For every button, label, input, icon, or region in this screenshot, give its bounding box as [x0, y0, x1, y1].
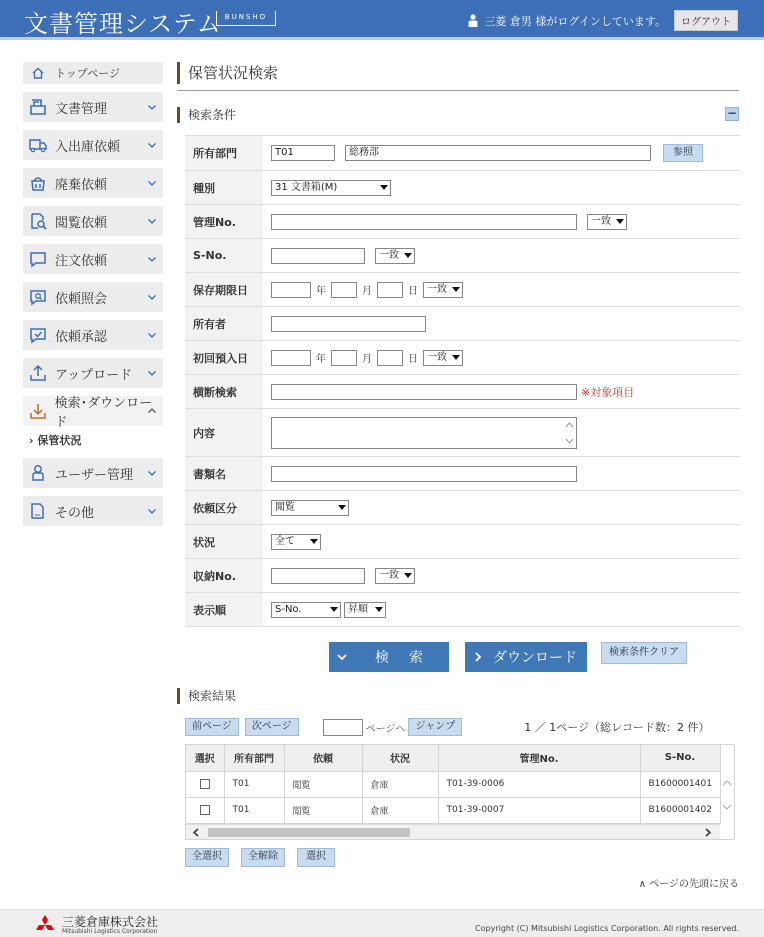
row-content — [185, 409, 740, 457]
table-row — [186, 797, 720, 823]
month-unit: 月 — [362, 354, 372, 365]
main-content — [177, 62, 739, 867]
select-cell — [186, 797, 224, 823]
sort-order-select[interactable] — [344, 602, 386, 618]
chevron-down-icon — [147, 178, 157, 188]
storage-no-match-select[interactable] — [375, 568, 415, 584]
kind-value: 31 文書箱(M) — [275, 181, 338, 193]
chevron-down-icon — [147, 330, 157, 340]
sidebar-item-document[interactable] — [23, 92, 163, 122]
search-button[interactable] — [329, 642, 449, 672]
year-unit: 年 — [316, 286, 326, 297]
status-select[interactable] — [271, 534, 321, 550]
inquiry-chat-icon — [27, 286, 49, 308]
three-diamonds-logo-icon — [34, 915, 56, 935]
s-no-cell: B1600001401 — [640, 771, 720, 797]
user-icon — [468, 14, 478, 27]
chevron-down-icon — [380, 185, 388, 190]
chevron-down-icon — [147, 368, 157, 378]
row-first-deposit — [185, 341, 740, 375]
dept-cell: T01 — [224, 771, 284, 797]
storage-no-input[interactable] — [271, 568, 365, 584]
row-storage-no — [185, 559, 740, 593]
scroll-down-icon[interactable] — [565, 437, 574, 445]
deposit-match-select[interactable] — [423, 350, 463, 366]
field-label: 管理No. — [185, 205, 263, 238]
request-cell: 閲覧 — [284, 797, 362, 823]
bulk-actions — [185, 848, 739, 867]
sidebar-subitem-storage-status[interactable]: › 保管状況 — [29, 434, 82, 447]
chevron-down-icon — [616, 219, 624, 224]
approve-icon — [27, 324, 49, 346]
row-status — [185, 525, 740, 559]
horizontal-scrollbar[interactable] — [186, 824, 720, 839]
target-items-link[interactable]: ※対象項目 — [581, 385, 635, 399]
page-title: 保管状況検索 — [177, 62, 739, 84]
jump-button[interactable]: ジャンプ — [408, 718, 462, 736]
company-logo — [34, 915, 158, 935]
row-s-no — [185, 239, 740, 273]
row-checkbox[interactable] — [200, 779, 210, 789]
sidebar-item-label: 廃棄依頼 — [55, 177, 108, 193]
row-request-type — [185, 491, 740, 525]
sidebar-item-label: ユーザー管理 — [55, 467, 134, 483]
chevron-down-icon — [147, 468, 157, 478]
request-cell: 閲覧 — [284, 771, 362, 797]
chevron-down-icon — [330, 607, 338, 612]
match-value: 一致 — [427, 351, 447, 363]
row-expiry-date — [185, 273, 740, 307]
row-sort-order — [185, 593, 740, 627]
expiry-year-input[interactable] — [271, 282, 311, 298]
truck-icon — [27, 134, 49, 156]
sidebar-item-top[interactable] — [23, 62, 163, 84]
field-label: 所有部門 — [185, 136, 263, 170]
etc-icon — [27, 500, 49, 522]
day-unit: 日 — [408, 286, 418, 297]
table-header-row — [186, 745, 720, 771]
user-area — [468, 10, 738, 31]
clear-conditions-button[interactable]: 検索条件クリア — [601, 642, 687, 664]
status-value: 全て — [275, 535, 295, 547]
collapse-button[interactable]: − — [726, 106, 738, 120]
sidebar-item-inquiry[interactable] — [23, 282, 163, 312]
sidebar-item-other[interactable] — [23, 496, 163, 526]
sidebar-item-label: その他 — [55, 505, 95, 521]
column-header: S-No. — [640, 745, 720, 771]
sidebar — [23, 62, 163, 534]
sidebar-item-search-download[interactable] — [23, 396, 163, 430]
expiry-day-input[interactable] — [377, 282, 403, 298]
column-header: 状況 — [362, 745, 438, 771]
next-page-button[interactable]: 次ページ — [245, 718, 299, 736]
chevron-down-icon — [147, 506, 157, 516]
results-table-container — [185, 744, 735, 840]
sidebar-item-label: 注文依頼 — [55, 253, 108, 269]
chevron-down-icon — [147, 254, 157, 264]
app-badge: BUNSHO — [216, 11, 276, 26]
column-header: 管理No. — [438, 745, 640, 771]
disposal-icon — [27, 172, 49, 194]
mgmt-no-cell: T01-39-0006 — [438, 771, 640, 797]
match-value: 一致 — [379, 249, 399, 261]
chevron-down-icon — [147, 216, 157, 226]
field-label: 表示順 — [185, 593, 263, 626]
field-label: 状況 — [185, 525, 263, 558]
sort-field-select[interactable] — [271, 602, 341, 618]
sidebar-item-approval[interactable] — [23, 320, 163, 350]
column-header: 選択 — [186, 745, 224, 771]
match-value: 一致 — [427, 283, 447, 295]
sidebar-item-inout[interactable] — [23, 130, 163, 160]
owner-input[interactable] — [271, 316, 426, 332]
owner-dept-name-input[interactable]: 総務部 — [345, 145, 651, 161]
content-textarea[interactable] — [271, 417, 577, 449]
field-label: 内容 — [185, 409, 263, 456]
prev-page-button[interactable]: 前ページ — [185, 718, 239, 736]
download-button[interactable] — [465, 642, 587, 672]
page-info: 1 ／ 1ページ（総レコード数：2 件） — [524, 721, 710, 734]
app-header — [0, 0, 764, 40]
view-document-icon — [27, 210, 49, 232]
sidebar-item-label: 依頼照会 — [55, 291, 108, 307]
chevron-down-icon — [147, 292, 157, 302]
scroll-left-icon[interactable] — [192, 828, 200, 837]
year-unit: 年 — [316, 354, 326, 365]
row-kind — [185, 171, 740, 205]
results-table — [186, 745, 721, 824]
request-type-value: 閲覧 — [275, 501, 295, 513]
deselect-all-button[interactable]: 全解除 — [241, 848, 285, 867]
chevron-down-icon — [404, 573, 412, 578]
table-row — [186, 771, 720, 797]
upload-icon — [27, 362, 49, 384]
chevron-up-icon — [147, 406, 157, 416]
results-header — [177, 688, 739, 704]
app-title: 文書管理システム — [24, 10, 222, 38]
conditions-header — [177, 107, 739, 123]
home-icon — [27, 62, 49, 84]
row-owner — [185, 307, 740, 341]
footer — [0, 909, 764, 937]
status-cell: 倉庫 — [362, 771, 438, 797]
column-header: 所有部門 — [224, 745, 284, 771]
sidebar-item-order[interactable] — [23, 244, 163, 274]
doc-name-input[interactable] — [271, 466, 577, 482]
sidebar-item-label: 閲覧依頼 — [55, 215, 108, 231]
chevron-down-icon — [452, 287, 460, 292]
scrollbar-thumb[interactable] — [208, 828, 410, 837]
field-label: 種別 — [185, 171, 263, 204]
title-divider — [177, 90, 739, 91]
chevron-down-icon — [452, 355, 460, 360]
download-button-label: ダウンロード — [493, 650, 577, 666]
chevron-down-icon — [310, 539, 318, 544]
row-doc-name — [185, 457, 740, 491]
mgmt-no-match-select[interactable] — [587, 214, 627, 230]
scroll-up-icon[interactable] — [722, 779, 732, 787]
sort-field-value: S-No. — [275, 603, 302, 615]
company-name-en: Mitsubishi Logistics Corporation — [62, 927, 158, 935]
chevron-down-icon — [147, 140, 157, 150]
sidebar-item-label: アップロード — [55, 367, 133, 383]
login-status-text: 三菱 倉男 様がログインしています。 — [484, 14, 666, 28]
document-box-icon — [27, 96, 49, 118]
select-button[interactable]: 選択 — [297, 848, 335, 867]
field-label: 依頼区分 — [185, 491, 263, 524]
subitem-label: 保管状況 — [37, 434, 82, 447]
sidebar-item-view[interactable] — [23, 206, 163, 236]
chevron-right-icon — [471, 650, 485, 664]
scroll-down-icon[interactable] — [722, 803, 732, 811]
logout-button[interactable]: ログアウト — [674, 10, 738, 31]
field-label: 書類名 — [185, 457, 263, 490]
reference-button[interactable]: 参照 — [663, 144, 703, 162]
sidebar-item-label: 検索･ダウンロード — [54, 396, 153, 430]
row-cross-search — [185, 375, 740, 409]
field-label: 保存期限日 — [185, 273, 263, 306]
s-no-match-select[interactable] — [375, 248, 415, 264]
copyright: Copyright (C) Mitsubishi Logistics Corporation. All rights reserved. — [475, 924, 739, 933]
vertical-scrollbar[interactable] — [720, 771, 734, 823]
s-no-cell: B1600001402 — [640, 797, 720, 823]
chevron-down-icon — [335, 650, 349, 664]
scroll-up-icon[interactable] — [565, 421, 574, 429]
results-title: 検索結果 — [188, 689, 237, 703]
chevron-down-icon — [338, 505, 346, 510]
order-chat-icon — [27, 248, 49, 270]
expiry-match-select[interactable] — [423, 282, 463, 298]
row-checkbox[interactable] — [200, 805, 210, 815]
sidebar-item-upload[interactable] — [23, 358, 163, 388]
user-icon — [27, 462, 49, 484]
goto-label: ページへ — [365, 723, 406, 735]
field-label: 横断検索 — [185, 375, 263, 408]
page-number-input[interactable] — [323, 719, 363, 736]
action-row — [329, 642, 739, 672]
deposit-month-input[interactable] — [331, 350, 357, 366]
sidebar-item-disposal[interactable] — [23, 168, 163, 198]
s-no-input[interactable] — [271, 248, 365, 264]
pager — [185, 718, 739, 736]
dept-cell: T01 — [224, 797, 284, 823]
owner-dept-code-input[interactable]: T01 — [271, 145, 335, 161]
request-type-select[interactable] — [271, 500, 349, 516]
chevron-down-icon — [147, 102, 157, 112]
sidebar-item-user-admin[interactable] — [23, 458, 163, 488]
column-header: 依頼 — [284, 745, 362, 771]
field-label: S-No. — [185, 239, 263, 272]
month-unit: 月 — [362, 286, 372, 297]
status-cell: 倉庫 — [362, 797, 438, 823]
sidebar-item-label: 入出庫依頼 — [55, 139, 121, 155]
sort-order-value: 昇順 — [348, 603, 368, 615]
field-label: 初回預入日 — [185, 341, 263, 374]
deposit-day-input[interactable] — [377, 350, 403, 366]
conditions-title: 検索条件 — [188, 108, 237, 122]
row-mgmt-no — [185, 205, 740, 239]
select-cell — [186, 771, 224, 797]
expiry-month-input[interactable] — [331, 282, 357, 298]
search-button-label: 検 索 — [375, 650, 426, 666]
search-form — [185, 135, 740, 627]
cross-search-input[interactable] — [271, 384, 577, 400]
day-unit: 日 — [408, 354, 418, 365]
field-label: 収納No. — [185, 559, 263, 592]
scroll-right-icon[interactable] — [704, 828, 712, 837]
row-owner-dept — [185, 136, 740, 171]
sidebar-item-label: トップページ — [55, 67, 121, 80]
deposit-year-input[interactable] — [271, 350, 311, 366]
sidebar-item-label: 文書管理 — [55, 101, 108, 117]
download-icon — [27, 400, 49, 422]
company-name: 三菱倉庫株式会社 — [62, 914, 159, 929]
kind-select[interactable] — [271, 180, 391, 196]
back-to-top-link[interactable]: ∧ ページの先頭に戻る — [638, 879, 739, 890]
select-all-button[interactable]: 全選択 — [185, 848, 229, 867]
mgmt-no-input[interactable] — [271, 214, 577, 230]
field-label: 所有者 — [185, 307, 263, 340]
match-value: 一致 — [379, 569, 399, 581]
sidebar-item-label: 依頼承認 — [55, 329, 108, 345]
chevron-down-icon — [375, 607, 383, 612]
mgmt-no-cell: T01-39-0007 — [438, 797, 640, 823]
chevron-down-icon — [404, 253, 412, 258]
match-value: 一致 — [591, 215, 611, 227]
